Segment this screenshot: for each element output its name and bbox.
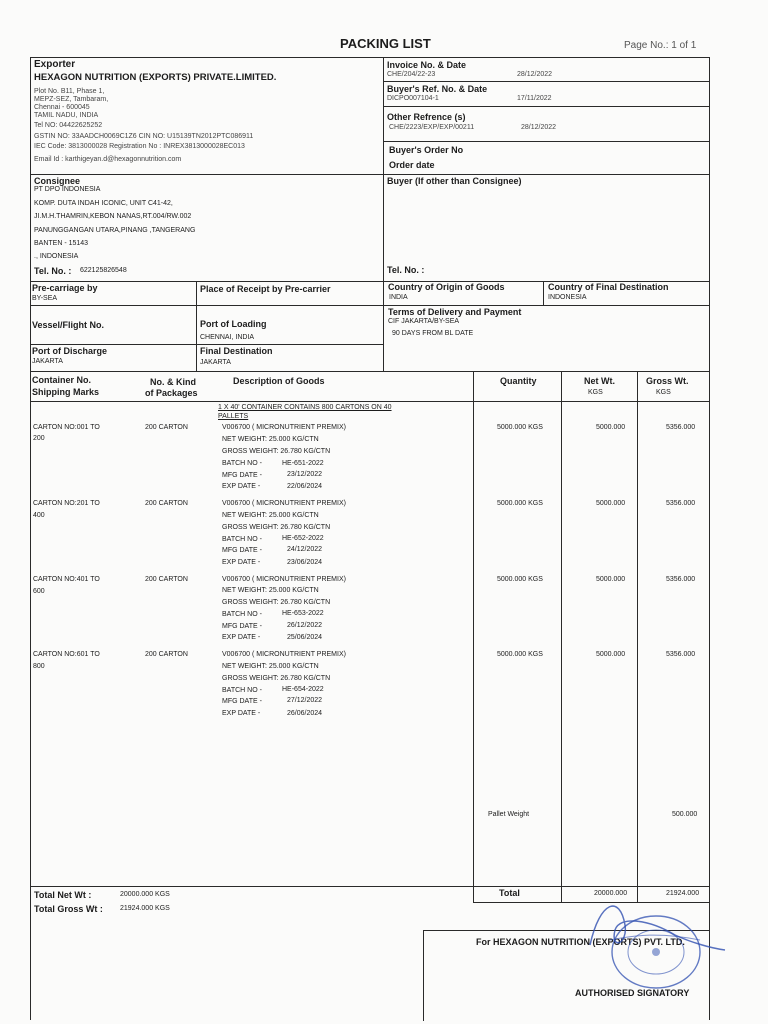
item-mfg: 26/12/2022 <box>287 622 323 629</box>
terms-line-2: 90 DAYS FROM BL DATE <box>392 330 474 337</box>
port-loading-label: Port of Loading <box>200 319 267 329</box>
exporter-line: GSTIN NO: 33AADCH0069C1Z6 CIN NO: U15139TN2012PTC086911 <box>34 133 254 140</box>
port-discharge-value: JAKARTA <box>32 358 63 365</box>
item-net-line: NET WEIGHT: 25.000 KG/CTN <box>222 663 319 670</box>
item-net-line: NET WEIGHT: 25.000 KG/CTN <box>222 587 319 594</box>
buyer-ref-date: 17/11/2022 <box>517 95 552 102</box>
item-batch-label: BATCH NO - <box>222 611 262 618</box>
item-batch: HE-653-2022 <box>282 610 324 617</box>
signature-company: For HEXAGON NUTRITION (EXPORTS) PVT. LTD. <box>476 937 685 947</box>
item-gross-line: GROSS WEIGHT: 26.780 KG/CTN <box>222 599 331 606</box>
item-gross: 5356.000 <box>666 576 696 583</box>
total-label: Total <box>499 888 520 898</box>
item-gross: 5356.000 <box>666 651 696 658</box>
final-dest-label: Final Destination <box>200 346 273 356</box>
consignee-tel: 622125826548 <box>80 267 127 274</box>
item-mfg: 23/12/2022 <box>287 471 323 478</box>
terms-label: Terms of Delivery and Payment <box>388 307 522 317</box>
final-dest-value: JAKARTA <box>200 359 231 366</box>
invoice-number: CHE/204/22-23 <box>387 71 436 78</box>
signature-scribble <box>580 890 730 965</box>
item-net-line: NET WEIGHT: 25.000 KG/CTN <box>222 436 319 443</box>
item-row <box>0 500 768 572</box>
pallet-weight-value: 500.000 <box>672 811 698 818</box>
item-packages: 200 CARTON <box>145 500 188 507</box>
exporter-line: Chennai - 600045 <box>34 104 90 111</box>
header-nos: No. & Kind <box>150 377 196 387</box>
item-net: 5000.000 <box>596 576 626 583</box>
item-gross: 5356.000 <box>666 424 696 431</box>
item-batch: HE-654-2022 <box>282 686 324 693</box>
exporter-line: Tel NO: 04422625252 <box>34 122 103 129</box>
consignee-line: PT DPO INDONESIA <box>34 186 101 193</box>
other-ref-label: Other Refrence (s) <box>387 112 466 122</box>
item-packages: 200 CARTON <box>145 576 188 583</box>
page-title: PACKING LIST <box>340 36 431 51</box>
item-net: 5000.000 <box>596 500 626 507</box>
total-gross-cell: 21924.000 <box>666 890 700 897</box>
exporter-line: Plot No. B11, Phase 1, <box>34 88 105 95</box>
item-product: V006700 ( MICRONUTRIENT PREMIX) <box>222 651 346 658</box>
item-marks-range: 800 <box>33 663 45 670</box>
header-container: Container No. <box>32 375 92 385</box>
container-note-2: PALLETS <box>218 413 249 420</box>
port-loading-value: CHENNAI, INDIA <box>200 334 255 341</box>
item-exp-label: EXP DATE - <box>222 634 261 641</box>
item-packages: 200 CARTON <box>145 424 188 431</box>
item-gross-line: GROSS WEIGHT: 26.780 KG/CTN <box>222 524 331 531</box>
item-quantity: 5000.000 KGS <box>497 500 543 507</box>
invoice-label: Invoice No. & Date <box>387 60 467 70</box>
invoice-date: 28/12/2022 <box>517 71 553 78</box>
country-origin-label: Country of Origin of Goods <box>388 282 505 292</box>
item-mfg-label: MFG DATE - <box>222 472 262 479</box>
item-net: 5000.000 <box>596 651 626 658</box>
buyer-order-label: Buyer's Order No <box>389 145 464 155</box>
exporter-line: IEC Code: 3813000028 Registration No : INREX3813000028EC013 <box>34 143 245 150</box>
header-packages: of Packages <box>145 388 198 398</box>
exporter-line: MEPZ-SEZ, Tambaram, <box>34 96 109 103</box>
vessel-label: Vessel/Flight No. <box>32 320 105 330</box>
item-mfg-label: MFG DATE - <box>222 547 262 554</box>
header-net: Net Wt. <box>584 376 615 386</box>
page-number: Page No.: 1 of 1 <box>624 40 697 51</box>
exporter-email: Email Id : karthigeyan.d@hexagonnutrition.com <box>34 156 182 163</box>
total-gross-value: 21924.000 KGS <box>120 905 170 912</box>
item-batch: HE-652-2022 <box>282 535 324 542</box>
order-date-label: Order date <box>389 160 435 170</box>
other-ref-number: CHE/2223/EXP/EXP/00211 <box>389 124 475 131</box>
authorised-signatory: AUTHORISED SIGNATORY <box>575 988 690 998</box>
item-net: 5000.000 <box>596 424 626 431</box>
item-gross-line: GROSS WEIGHT: 26.780 KG/CTN <box>222 448 331 455</box>
item-batch-label: BATCH NO - <box>222 687 262 694</box>
total-net-label: Total Net Wt : <box>34 890 92 900</box>
item-marks-range: 400 <box>33 512 45 519</box>
item-mfg-label: MFG DATE - <box>222 698 262 705</box>
item-batch: HE-651-2022 <box>282 460 324 467</box>
item-exp: 25/06/2024 <box>287 634 323 641</box>
buyer-other-tel-label: Tel. No. : <box>387 265 425 275</box>
item-marks-range: 600 <box>33 588 45 595</box>
pre-carriage-label: Pre-carriage by <box>32 283 98 293</box>
item-gross: 5356.000 <box>666 500 696 507</box>
exporter-label: Exporter <box>34 59 76 70</box>
item-exp-label: EXP DATE - <box>222 483 261 490</box>
place-receipt-label: Place of Receipt by Pre-carrier <box>200 284 331 294</box>
buyer-ref-number: DICPO007104-1 <box>387 95 439 102</box>
terms-line-1: CIF JAKARTA/BY-SEA <box>388 318 460 325</box>
pallet-weight-label: Pallet Weight <box>488 811 530 818</box>
consignee-line: PANUNGGANGAN UTARA,PINANG ,TANGERANG <box>34 227 196 234</box>
item-marks: CARTON NO:601 TO <box>33 651 100 658</box>
item-row <box>0 576 768 648</box>
item-row <box>0 424 768 496</box>
header-net-unit: KGS <box>588 389 603 396</box>
item-marks: CARTON NO:201 TO <box>33 500 100 507</box>
container-note: 1 X 40' CONTAINER CONTAINS 800 CARTONS ON 40 <box>218 404 392 411</box>
item-batch-label: BATCH NO - <box>222 536 262 543</box>
item-quantity: 5000.000 KGS <box>497 651 543 658</box>
header-quantity: Quantity <box>500 376 537 386</box>
item-quantity: 5000.000 KGS <box>497 576 543 583</box>
total-net-cell: 20000.000 <box>594 890 628 897</box>
country-origin-value: INDIA <box>389 294 408 301</box>
item-quantity: 5000.000 KGS <box>497 424 543 431</box>
other-ref-date: 28/12/2022 <box>521 124 557 131</box>
item-exp-label: EXP DATE - <box>222 710 261 717</box>
consignee-label: Consignee <box>34 176 81 186</box>
country-dest-value: INDONESIA <box>548 294 587 301</box>
consignee-line: JI.M.H.THAMRIN,KEBON NANAS,RT.004/RW.002 <box>34 213 192 220</box>
item-product: V006700 ( MICRONUTRIENT PREMIX) <box>222 576 346 583</box>
consignee-line: BANTEN - 15143 <box>34 240 89 247</box>
item-packages: 200 CARTON <box>145 651 188 658</box>
total-gross-label: Total Gross Wt : <box>34 904 103 914</box>
header-gross-unit: KGS <box>656 389 671 396</box>
total-net-value: 20000.000 KGS <box>120 891 170 898</box>
buyer-other-label: Buyer (If other than Consignee) <box>387 176 522 186</box>
item-exp: 22/06/2024 <box>287 483 323 490</box>
item-batch-label: BATCH NO - <box>222 460 262 467</box>
header-gross: Gross Wt. <box>646 376 689 386</box>
item-product: V006700 ( MICRONUTRIENT PREMIX) <box>222 424 346 431</box>
header-shipping: Shipping Marks <box>32 387 100 397</box>
item-gross-line: GROSS WEIGHT: 26.780 KG/CTN <box>222 675 331 682</box>
item-marks-range: 200 <box>33 435 45 442</box>
item-mfg-label: MFG DATE - <box>222 623 262 630</box>
item-product: V006700 ( MICRONUTRIENT PREMIX) <box>222 500 346 507</box>
item-exp: 23/06/2024 <box>287 559 323 566</box>
pre-carriage-value: BY-SEA <box>32 295 58 302</box>
country-dest-label: Country of Final Destination <box>548 282 669 292</box>
port-discharge-label: Port of Discharge <box>32 346 108 356</box>
buyer-ref-label: Buyer's Ref. No. & Date <box>387 84 488 94</box>
item-marks: CARTON NO:001 TO <box>33 424 100 431</box>
item-mfg: 24/12/2022 <box>287 546 323 553</box>
item-row <box>0 651 768 723</box>
item-exp: 26/06/2024 <box>287 710 323 717</box>
consignee-line: ., INDONESIA <box>34 253 79 260</box>
item-marks: CARTON NO:401 TO <box>33 576 100 583</box>
exporter-line: TAMIL NADU, INDIA <box>34 112 99 119</box>
consignee-tel-label: Tel. No. : <box>34 266 72 276</box>
header-description: Description of Goods <box>233 376 325 386</box>
consignee-line: KOMP. DUTA INDAH ICONIC, UNIT C41-42, <box>34 200 173 207</box>
item-net-line: NET WEIGHT: 25.000 KG/CTN <box>222 512 319 519</box>
item-mfg: 27/12/2022 <box>287 697 323 704</box>
exporter-name: HEXAGON NUTRITION (EXPORTS) PRIVATE.LIMITED. <box>34 72 277 83</box>
item-exp-label: EXP DATE - <box>222 559 261 566</box>
